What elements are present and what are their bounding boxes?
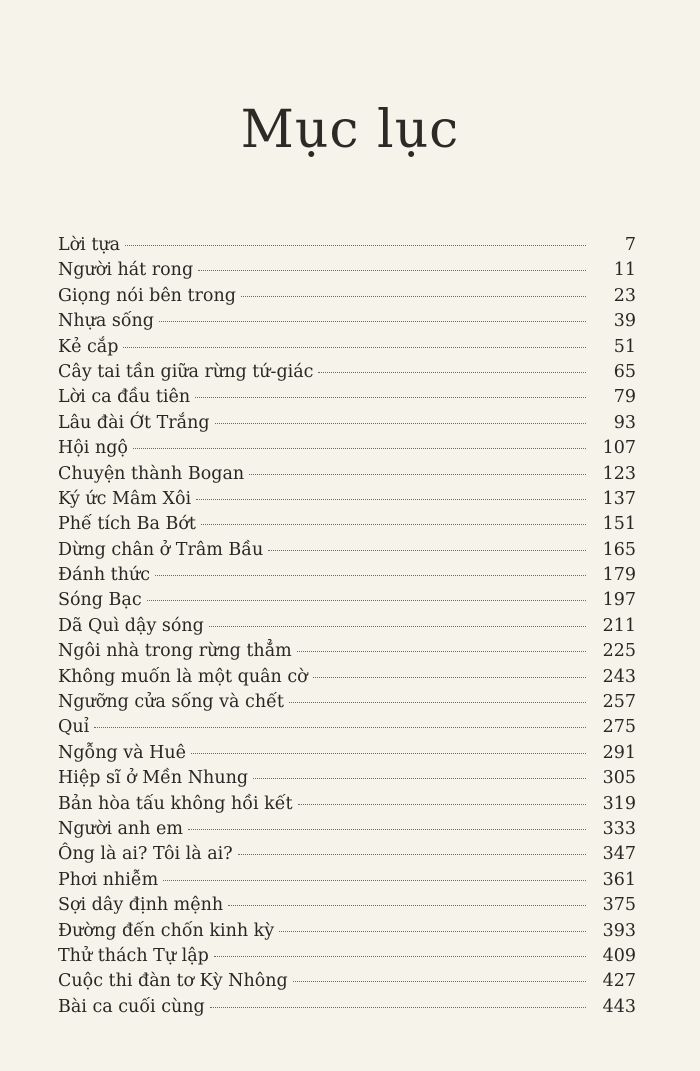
entry-title: Ký ức Mâm Xôi — [58, 488, 192, 509]
dot-leader — [133, 448, 586, 449]
entry-page-number: 409 — [602, 945, 636, 966]
toc-entry — [58, 385, 636, 410]
toc-entry — [58, 360, 636, 385]
entry-page-number: 23 — [613, 285, 636, 306]
entry-page-number: 197 — [602, 590, 636, 611]
toc-entry — [58, 944, 636, 969]
entry-page-number: 51 — [613, 336, 636, 357]
dot-leader — [241, 296, 586, 297]
entry-page-number: 275 — [602, 717, 636, 738]
entry-title: Quỉ — [58, 717, 90, 738]
entry-page-number: 39 — [613, 311, 636, 332]
entry-page-number: 393 — [602, 920, 636, 941]
dot-leader — [318, 372, 586, 373]
entry-title: Bản hòa tấu không hồi kết — [58, 793, 293, 814]
entry-title: Đánh thức — [58, 565, 151, 586]
dot-leader — [210, 1007, 586, 1008]
dot-leader — [268, 550, 586, 551]
entry-title: Nhựa sống — [58, 311, 155, 332]
entry-title: Sợi dây định mệnh — [58, 895, 224, 916]
entry-page-number: 375 — [602, 895, 636, 916]
entry-page-number: 93 — [613, 412, 636, 433]
dot-leader — [293, 981, 586, 982]
entry-page-number: 319 — [602, 793, 636, 814]
entry-title: Lời ca đầu tiên — [58, 387, 191, 408]
entry-title: Sóng Bạc — [58, 590, 142, 611]
toc-entry — [58, 766, 636, 791]
dot-leader — [289, 702, 586, 703]
toc-entry — [58, 868, 636, 893]
dot-leader — [279, 931, 586, 932]
entry-title: Dã Quì dậy sóng — [58, 615, 204, 636]
entry-title: Không muốn là một quân cờ — [58, 666, 308, 687]
dot-leader — [249, 474, 586, 475]
toc-entry — [58, 792, 636, 817]
entry-title: Bài ca cuối cùng — [58, 996, 205, 1017]
toc-entry — [58, 563, 636, 588]
entry-title: Ông là ai? Tôi là ai? — [58, 844, 233, 865]
toc-entry — [58, 487, 636, 512]
dot-leader — [238, 854, 586, 855]
toc-entry — [58, 969, 636, 994]
toc-entry — [58, 309, 636, 334]
table-of-contents — [58, 233, 636, 1020]
entry-title: Phơi nhiễm — [58, 869, 159, 890]
entry-page-number: 7 — [624, 235, 636, 255]
toc-entry — [58, 335, 636, 360]
entry-page-number: 427 — [602, 971, 636, 992]
toc-entry — [58, 995, 636, 1020]
toc-entry — [58, 817, 636, 842]
dot-leader — [191, 753, 586, 754]
entry-title: Hội ngộ — [58, 438, 128, 459]
dot-leader — [155, 575, 586, 576]
entry-page-number: 107 — [602, 438, 636, 459]
entry-title: Ngưỡng cửa sống và chết — [58, 692, 284, 713]
dot-leader — [253, 778, 586, 779]
entry-page-number: 151 — [602, 514, 636, 535]
entry-title: Giọng nói bên trong — [58, 285, 236, 306]
entry-page-number: 443 — [602, 996, 636, 1017]
toc-entry — [58, 690, 636, 715]
dot-leader — [195, 397, 586, 398]
entry-page-number: 347 — [602, 844, 636, 865]
entry-page-number: 225 — [602, 641, 636, 662]
toc-entry — [58, 842, 636, 867]
entry-page-number: 123 — [602, 463, 636, 484]
toc-entry — [58, 411, 636, 436]
toc-entry — [58, 639, 636, 664]
dot-leader — [215, 423, 586, 424]
toc-entry — [58, 258, 636, 283]
entry-page-number: 361 — [602, 869, 636, 890]
entry-page-number: 257 — [602, 692, 636, 713]
entry-page-number: 79 — [613, 387, 636, 408]
toc-entry — [58, 741, 636, 766]
entry-title: Ngôi nhà trong rừng thẳm — [58, 641, 292, 662]
toc-entry — [58, 614, 636, 639]
entry-title: Phế tích Ba Bớt — [58, 514, 196, 535]
entry-title: Đường đến chốn kinh kỳ — [58, 920, 275, 941]
dot-leader — [214, 956, 586, 957]
entry-title: Người hát rong — [58, 260, 194, 281]
toc-entry — [58, 284, 636, 309]
entry-title: Hiệp sĩ ở Mền Nhung — [58, 768, 249, 789]
dot-leader — [228, 905, 586, 906]
entry-page-number: 179 — [602, 565, 636, 586]
dot-leader — [209, 626, 586, 627]
dot-leader — [147, 600, 586, 601]
entry-title: Cuộc thi đàn tơ Kỳ Nhông — [58, 971, 288, 992]
toc-entry — [58, 665, 636, 690]
dot-leader — [198, 270, 586, 271]
dot-leader — [196, 499, 586, 500]
toc-entry — [58, 893, 636, 918]
toc-entry — [58, 436, 636, 461]
toc-entry — [58, 919, 636, 944]
dot-leader — [297, 651, 586, 652]
entry-page-number: 305 — [602, 768, 636, 789]
dot-leader — [188, 829, 586, 830]
toc-entry — [58, 512, 636, 537]
dot-leader — [298, 804, 586, 805]
dot-leader — [159, 321, 586, 322]
page-title: Mục lục — [240, 100, 460, 160]
entry-page-number: 243 — [602, 666, 636, 687]
entry-title: Người anh em — [58, 818, 183, 839]
entry-page-number: 65 — [613, 361, 636, 382]
toc-entry — [58, 462, 636, 487]
dot-leader — [125, 245, 586, 246]
toc-entry — [58, 715, 636, 740]
entry-title: Kẻ cắp — [58, 336, 119, 357]
entry-title: Dừng chân ở Trâm Bầu — [58, 539, 264, 560]
entry-page-number: 291 — [602, 742, 636, 763]
toc-entry — [58, 588, 636, 613]
toc-entry — [58, 233, 636, 258]
entry-title: Chuyện thành Bogan — [58, 463, 245, 484]
dot-leader — [94, 727, 586, 728]
dot-leader — [163, 880, 586, 881]
entry-title: Thử thách Tự lập — [58, 945, 209, 966]
entry-page-number: 333 — [602, 818, 636, 839]
entry-title: Lời tựa — [58, 235, 121, 255]
dot-leader — [201, 524, 586, 525]
entry-page-number: 137 — [602, 488, 636, 509]
dot-leader — [313, 677, 586, 678]
entry-page-number: 211 — [602, 615, 636, 636]
entry-page-number: 165 — [602, 539, 636, 560]
entry-page-number: 11 — [613, 260, 636, 281]
toc-entry — [58, 538, 636, 563]
entry-title: Cây tai tần giữa rừng tứ-giác — [58, 361, 314, 382]
entry-title: Ngỗng và Huê — [58, 742, 187, 763]
entry-title: Lâu đài Ớt Trắng — [58, 412, 210, 433]
dot-leader — [123, 347, 586, 348]
